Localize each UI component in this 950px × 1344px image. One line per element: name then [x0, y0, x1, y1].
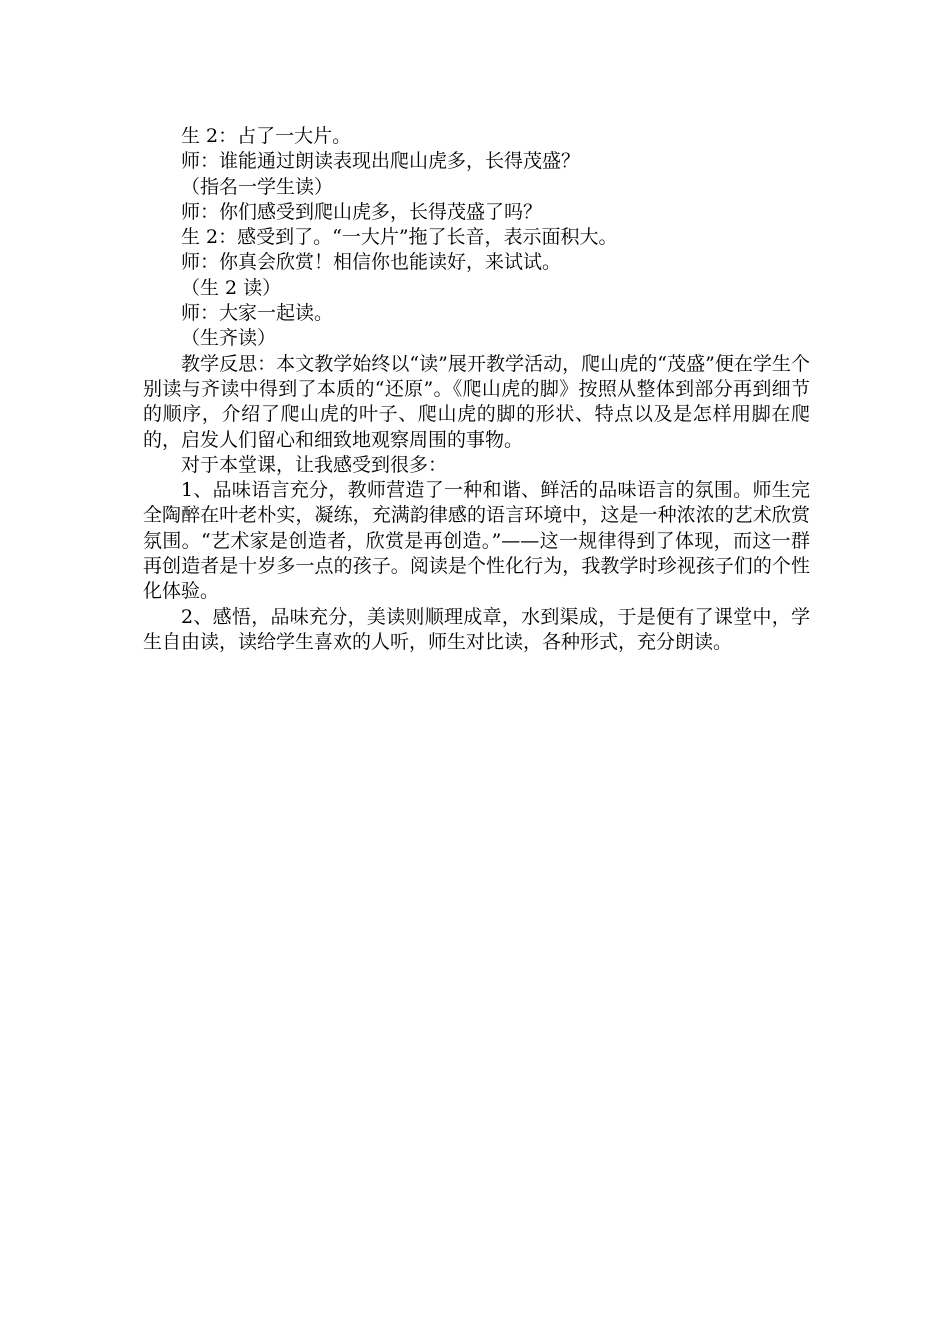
reflection-paragraph: 教学反思：本文教学始终以“读”展开教学活动，爬山虎的“茂盛”便在学生个别读与齐读中得到了本质的“还原”。《爬山虎的脚》按照从整体到部分再到细节的顺序，介绍了爬山虎的叶子、爬山虎的脚的形状、特点以及是怎样用脚在爬的，启发人们留心和细致地观察周围的事物。	[143, 352, 810, 451]
list-item: 2、感悟，品味充分，美读则顺理成章，水到渠成，于是便有了课堂中，学生自由读，读给学生喜欢的人听，师生对比读，各种形式，充分朗读。	[143, 605, 810, 653]
paragraph: 生 2：感受到了。“一大片”拖了长音，表示面积大。	[181, 226, 618, 249]
paragraph: 对于本堂课，让我感受到很多：	[181, 453, 448, 476]
list-item: 1、品味语言充分，教师营造了一种和谐、鲜活的品味语言的氛围。师生完全陶醉在叶老朴实，凝练，充满韵律感的语言环境中，这是一种浓浓的艺术欣赏氛围。“艺术家是创造者，欣赏是再创造。”——这一规律得到了体现，而这一群再创造者是十岁多一点的孩子。阅读是个性化行为，我教学时珍视孩子们的个性化体验。	[143, 479, 810, 603]
paragraph: 生 2：占了一大片。	[181, 125, 352, 147]
paragraph: 师：大家一起读。	[181, 302, 334, 325]
paragraph: 师：谁能通过朗读表现出爬山虎多，长得茂盛？	[181, 150, 581, 173]
document-body	[143, 124, 810, 655]
paragraph: （生齐读）	[181, 327, 277, 350]
paragraph: （生 2 读）	[181, 276, 282, 299]
paragraph: 师：你们感受到爬山虎多，长得茂盛了吗？	[181, 200, 543, 223]
paragraph: （指名一学生读）	[181, 175, 334, 198]
paragraph: 师：你真会欣赏！相信你也能读好，来试试。	[181, 251, 562, 274]
